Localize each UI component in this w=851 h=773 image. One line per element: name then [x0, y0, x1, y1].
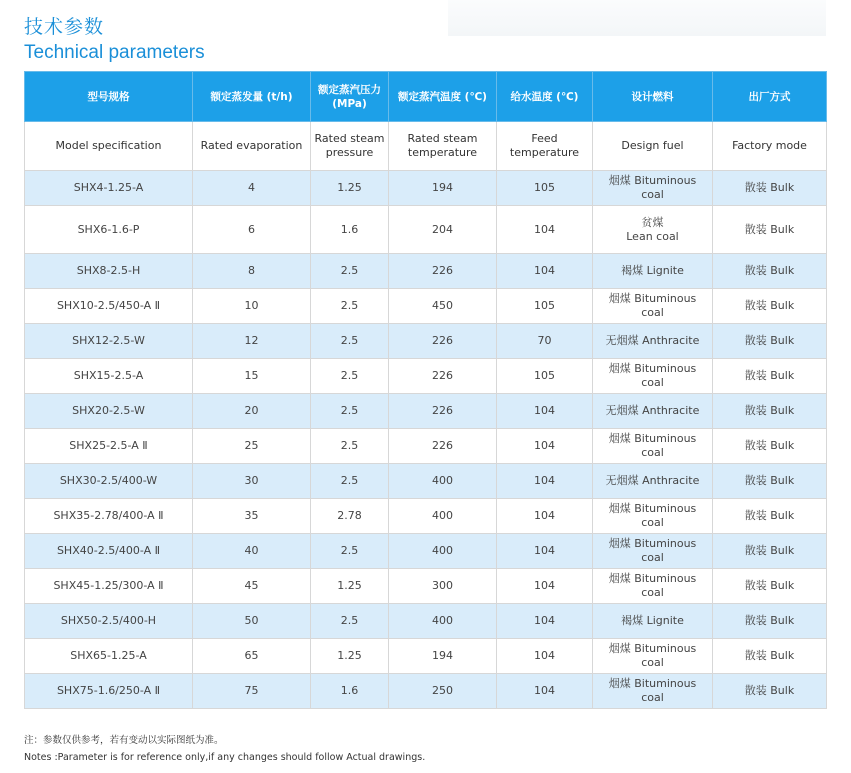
cell-fuel: 烟煤 Bituminous coal [593, 171, 713, 206]
cell-feed-temp: 104 [497, 464, 593, 499]
cell-factory: 散装 Bulk [713, 394, 827, 429]
note-en: Notes :Parameter is for reference only,if any changes should follow Actual drawings. [24, 752, 426, 763]
cell-feed-temp: 104 [497, 499, 593, 534]
notes [24, 732, 425, 766]
cell-factory: 散装 Bulk [713, 206, 827, 254]
cell-model: SHX75-1.6/250-A Ⅱ [25, 674, 193, 709]
table-row [25, 569, 827, 604]
header-zh-steam-temp: 额定蒸汽温度 (℃) [389, 72, 497, 122]
cell-model: SHX4-1.25-A [25, 171, 193, 206]
cell-evaporation: 4 [193, 171, 311, 206]
cell-model: SHX15-2.5-A [25, 359, 193, 394]
cell-steam-temp: 226 [389, 254, 497, 289]
table-row [25, 464, 827, 499]
header-zh-model: 型号规格 [25, 72, 193, 122]
cell-factory: 散装 Bulk [713, 639, 827, 674]
table-row [25, 206, 827, 254]
cell-evaporation: 20 [193, 394, 311, 429]
cell-factory: 散装 Bulk [713, 289, 827, 324]
cell-feed-temp: 104 [497, 569, 593, 604]
header-en-evaporation: Rated evaporation [193, 122, 311, 171]
table-row [25, 394, 827, 429]
cell-steam-temp: 204 [389, 206, 497, 254]
cell-pressure: 2.5 [311, 464, 389, 499]
table-row [25, 604, 827, 639]
cell-factory: 散装 Bulk [713, 429, 827, 464]
cell-feed-temp: 104 [497, 534, 593, 569]
page-title-zh: 技术参数 [24, 16, 105, 38]
header-en-feed-temp: Feed temperature [497, 122, 593, 171]
cell-feed-temp: 104 [497, 206, 593, 254]
cell-fuel: 烟煤 Bituminous coal [593, 429, 713, 464]
header-row-en [25, 122, 827, 171]
note-zh: 注：参数仅供参考，若有变动以实际图纸为准。 [24, 735, 224, 746]
cell-model: SHX12-2.5-W [25, 324, 193, 359]
cell-evaporation: 6 [193, 206, 311, 254]
cell-steam-temp: 226 [389, 394, 497, 429]
cell-factory: 散装 Bulk [713, 604, 827, 639]
cell-fuel: 烟煤 Bituminous coal [593, 569, 713, 604]
header-zh-pressure: 额定蒸汽压力 (MPa) [311, 72, 389, 122]
cell-fuel: 烟煤 Bituminous coal [593, 289, 713, 324]
cell-steam-temp: 400 [389, 499, 497, 534]
cell-fuel: 无烟煤 Anthracite [593, 464, 713, 499]
table-row [25, 534, 827, 569]
cell-fuel: 贫煤 Lean coal [593, 206, 713, 254]
cell-steam-temp: 226 [389, 324, 497, 359]
cell-fuel: 烟煤 Bituminous coal [593, 639, 713, 674]
table-row [25, 254, 827, 289]
cell-pressure: 2.5 [311, 359, 389, 394]
cell-pressure: 2.5 [311, 429, 389, 464]
cell-evaporation: 15 [193, 359, 311, 394]
cell-evaporation: 10 [193, 289, 311, 324]
cell-pressure: 2.5 [311, 324, 389, 359]
cell-fuel: 褐煤 Lignite [593, 604, 713, 639]
cell-steam-temp: 250 [389, 674, 497, 709]
cell-factory: 散装 Bulk [713, 464, 827, 499]
cell-model: SHX25-2.5-A Ⅱ [25, 429, 193, 464]
cell-feed-temp: 104 [497, 429, 593, 464]
cell-factory: 散装 Bulk [713, 569, 827, 604]
cell-model: SHX20-2.5-W [25, 394, 193, 429]
cell-pressure: 2.5 [311, 289, 389, 324]
table-row [25, 324, 827, 359]
cell-steam-temp: 226 [389, 359, 497, 394]
table-row [25, 429, 827, 464]
header-decoration [448, 0, 826, 36]
cell-fuel: 无烟煤 Anthracite [593, 324, 713, 359]
cell-fuel: 烟煤 Bituminous coal [593, 534, 713, 569]
cell-factory: 散装 Bulk [713, 324, 827, 359]
cell-fuel: 无烟煤 Anthracite [593, 394, 713, 429]
cell-model: SHX45-1.25/300-A Ⅱ [25, 569, 193, 604]
cell-evaporation: 75 [193, 674, 311, 709]
header-en-factory: Factory mode [713, 122, 827, 171]
cell-evaporation: 65 [193, 639, 311, 674]
cell-model: SHX6-1.6-P [25, 206, 193, 254]
header-zh-feed-temp: 给水温度 (℃) [497, 72, 593, 122]
cell-pressure: 1.6 [311, 674, 389, 709]
table-row [25, 639, 827, 674]
table-row [25, 171, 827, 206]
cell-feed-temp: 105 [497, 289, 593, 324]
cell-pressure: 1.6 [311, 206, 389, 254]
cell-feed-temp: 70 [497, 324, 593, 359]
cell-steam-temp: 226 [389, 429, 497, 464]
cell-fuel: 烟煤 Bituminous coal [593, 359, 713, 394]
cell-pressure: 1.25 [311, 569, 389, 604]
cell-evaporation: 35 [193, 499, 311, 534]
cell-model: SHX65-1.25-A [25, 639, 193, 674]
header-row-zh [25, 72, 827, 122]
cell-pressure: 2.5 [311, 604, 389, 639]
cell-fuel: 烟煤 Bituminous coal [593, 499, 713, 534]
cell-evaporation: 25 [193, 429, 311, 464]
cell-steam-temp: 300 [389, 569, 497, 604]
cell-feed-temp: 105 [497, 171, 593, 206]
cell-model: SHX40-2.5/400-A Ⅱ [25, 534, 193, 569]
cell-steam-temp: 400 [389, 464, 497, 499]
cell-evaporation: 40 [193, 534, 311, 569]
header-en-steam-temp: Rated steam temperature [389, 122, 497, 171]
table-row [25, 674, 827, 709]
cell-feed-temp: 104 [497, 604, 593, 639]
parameters-table [24, 71, 827, 709]
cell-pressure: 2.5 [311, 254, 389, 289]
cell-model: SHX10-2.5/450-A Ⅱ [25, 289, 193, 324]
cell-pressure: 1.25 [311, 171, 389, 206]
cell-evaporation: 50 [193, 604, 311, 639]
cell-evaporation: 12 [193, 324, 311, 359]
header-zh-factory: 出厂方式 [713, 72, 827, 122]
cell-feed-temp: 104 [497, 639, 593, 674]
cell-evaporation: 8 [193, 254, 311, 289]
cell-steam-temp: 400 [389, 604, 497, 639]
cell-factory: 散装 Bulk [713, 254, 827, 289]
header-en-pressure: Rated steam pressure [311, 122, 389, 171]
cell-pressure: 2.5 [311, 534, 389, 569]
cell-factory: 散装 Bulk [713, 674, 827, 709]
cell-evaporation: 30 [193, 464, 311, 499]
cell-steam-temp: 194 [389, 171, 497, 206]
table-row [25, 289, 827, 324]
page-title-en: Technical parameters [24, 42, 205, 63]
table-body [25, 171, 827, 709]
header-zh-fuel: 设计燃料 [593, 72, 713, 122]
cell-feed-temp: 105 [497, 359, 593, 394]
cell-pressure: 2.78 [311, 499, 389, 534]
header-en-fuel: Design fuel [593, 122, 713, 171]
cell-factory: 散装 Bulk [713, 359, 827, 394]
cell-feed-temp: 104 [497, 254, 593, 289]
cell-steam-temp: 194 [389, 639, 497, 674]
cell-pressure: 1.25 [311, 639, 389, 674]
table-row [25, 359, 827, 394]
cell-pressure: 2.5 [311, 394, 389, 429]
cell-fuel: 烟煤 Bituminous coal [593, 674, 713, 709]
cell-evaporation: 45 [193, 569, 311, 604]
header-zh-evaporation: 额定蒸发量 (t/h) [193, 72, 311, 122]
cell-feed-temp: 104 [497, 394, 593, 429]
cell-fuel: 褐煤 Lignite [593, 254, 713, 289]
cell-model: SHX50-2.5/400-H [25, 604, 193, 639]
cell-feed-temp: 104 [497, 674, 593, 709]
cell-model: SHX8-2.5-H [25, 254, 193, 289]
cell-steam-temp: 400 [389, 534, 497, 569]
cell-model: SHX35-2.78/400-A Ⅱ [25, 499, 193, 534]
cell-steam-temp: 450 [389, 289, 497, 324]
cell-factory: 散装 Bulk [713, 171, 827, 206]
table-row [25, 499, 827, 534]
header-en-model: Model specification [25, 122, 193, 171]
cell-factory: 散装 Bulk [713, 499, 827, 534]
cell-model: SHX30-2.5/400-W [25, 464, 193, 499]
cell-factory: 散装 Bulk [713, 534, 827, 569]
